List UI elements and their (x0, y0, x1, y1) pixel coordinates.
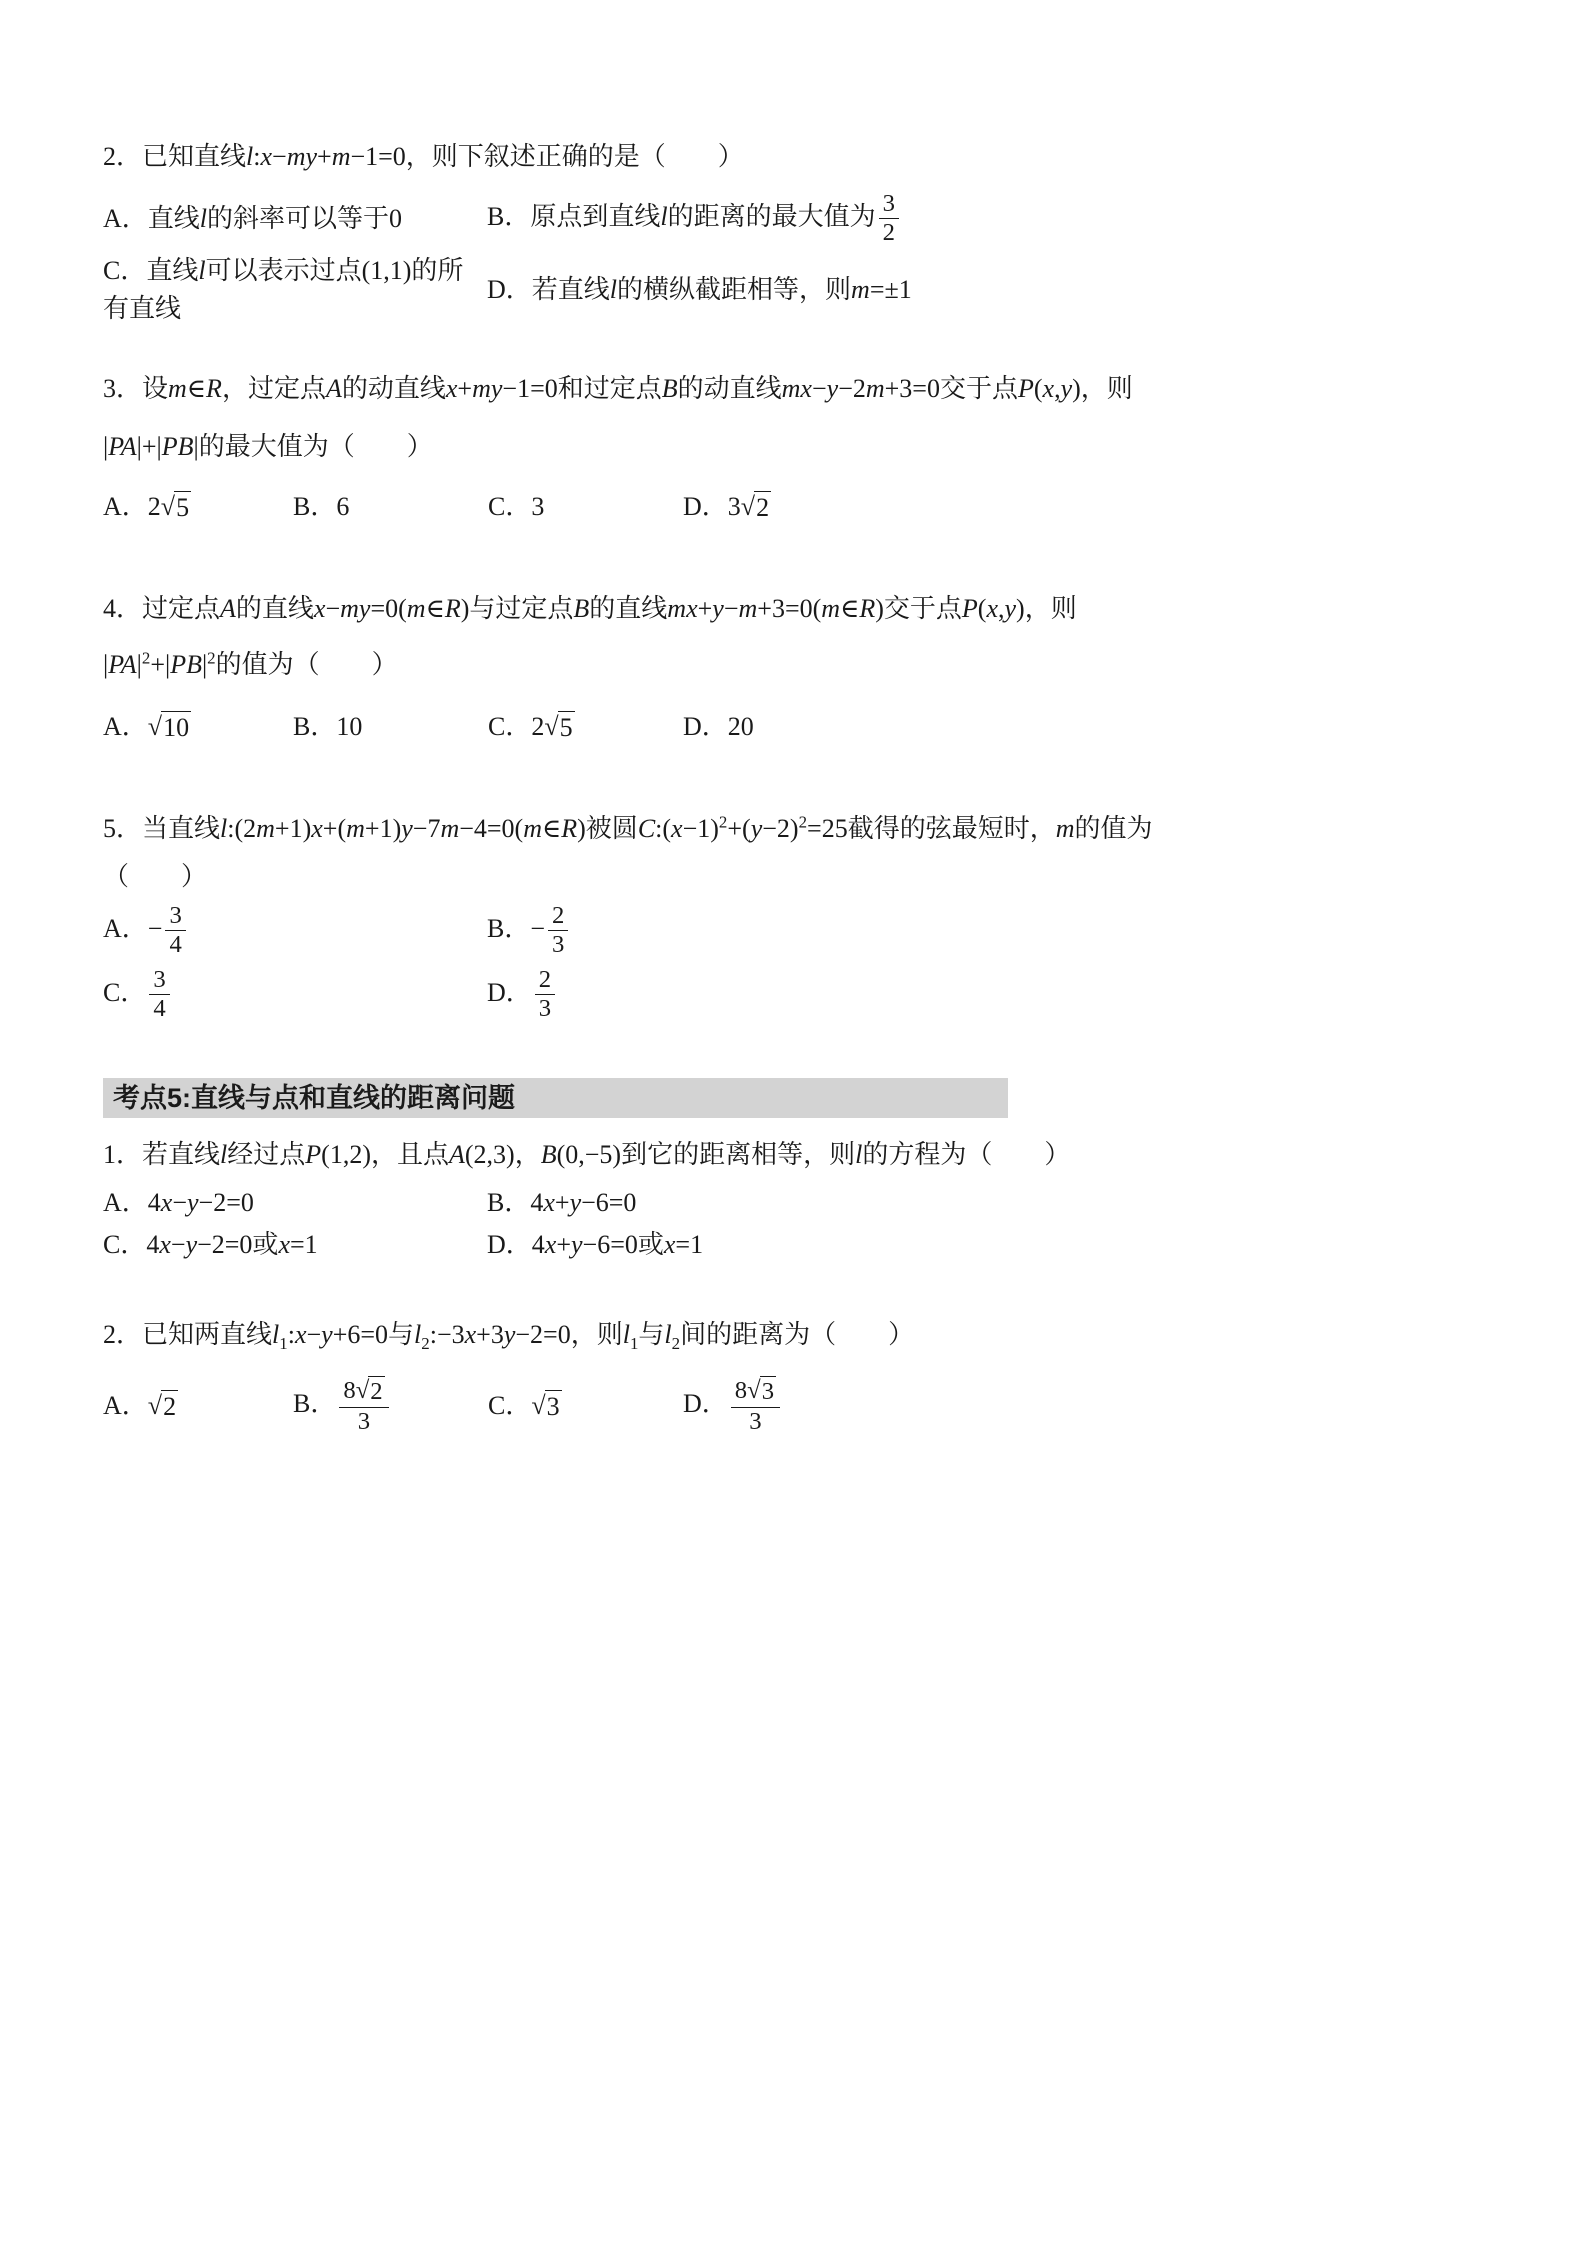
section5-question-1-options-row-2 (103, 1226, 1467, 1264)
question-2-stem: 2．已知直线l:x−my+m−1=0，则下叙述正确的是（ ） (103, 142, 744, 171)
question-4-stem-line-1: 4．过定点A的直线x−my=0(m∈R)与过定点B的直线mx+y−m+3=0(m∈R)交于点P(x,y)，则 (103, 593, 1077, 623)
question-2-option-c: C．直线l可以表示过点(1,1)的所有直线 (103, 255, 464, 323)
question-5-stem-line-1: 5．当直线l:(2m+1)x+(m+1)y−7m−4=0(m∈R)被圆$C:(x-1)^2+(y-2)^2=25$截得的弦最短时，m的值为 (103, 812, 1153, 843)
question-3-stem-line-2: |PA|+|PB|的最大值为（ ） (103, 431, 433, 461)
section5-question-1-option-a: A．4x−y−2=0 (103, 1188, 254, 1218)
question-5-option-b: B．− $\frac{2}{3}$ (487, 902, 1467, 960)
section5-question-1-option-b: B．4x+y−6=0 (487, 1188, 637, 1218)
question-4-block (103, 590, 1467, 746)
question-4-option-b: B．10 (293, 711, 363, 741)
question-4-option-c: C．2 √ 5 (488, 711, 573, 742)
question-2-options-row-1 (103, 190, 1467, 248)
question-2-option-d: D．若直线l的横纵截距相等，则m=±1 (487, 274, 912, 304)
section5-question-1-block (103, 1136, 1467, 1264)
question-2-option-b: B．原点到直线l的距离的最大值为 $\frac{3}{2}$ (487, 190, 1467, 248)
section5-question-2-option-a: A． √ 2 (103, 1391, 177, 1422)
question-4-option-a: A． √ 10 (103, 711, 190, 742)
section5-question-2-option-d: D． 8 √ 3 3 (683, 1376, 1467, 1436)
question-2-options-row-2 (103, 252, 1467, 328)
question-3-block (103, 370, 1467, 526)
section5-question-1-option-c: C．4x−y−2=0或x=1 (103, 1230, 318, 1260)
section5-question-2-block (103, 1316, 1467, 1436)
question-3-options-row (103, 488, 1467, 526)
question-4-stem-line-2: $|PA|^2+|PB|^2$的值为（ ） (103, 648, 398, 679)
section5-question-2-option-c: C． √ 3 (488, 1391, 560, 1422)
question-5-options-row-1 (103, 902, 1467, 960)
section5-question-2-options-row (103, 1376, 1467, 1436)
question-5-option-c: C． $\frac{3}{4}$ (103, 966, 487, 1024)
question-3-option-d: D．3 √ 2 (683, 491, 770, 522)
question-2-block (103, 138, 1467, 328)
question-2-option-a: A．直线l的斜率可以等于0 (103, 203, 403, 233)
question-5-option-d: D． $\frac{2}{3}$ (487, 966, 1467, 1024)
question-4-options-row (103, 708, 1467, 746)
question-3-stem-line-1: 3．设m∈R，过定点A的动直线x+my−1=0和过定点B的动直线mx−y−2m+3=0交于点P(x,y)，则 (103, 373, 1133, 403)
question-4-option-d: D．20 (683, 711, 754, 741)
question-3-option-b: B．6 (293, 491, 350, 521)
section5-question-1-options-row-1 (103, 1184, 1467, 1222)
section-5-header: 考点5:直线与点和直线的距离问题 (103, 1078, 1008, 1118)
question-5-stem-line-2: （ ） (103, 861, 208, 891)
section5-question-1-stem: 1．若直线l经过点P(1,2)，且点A(2,3)，B(0,−5)到它的距离相等，则l的方程为（ ） (103, 1140, 1071, 1170)
section5-question-1-option-d: D．4x+y−6=0或x=1 (487, 1230, 704, 1260)
section5-question-2-stem: 2．已知两直线$l_1:x-y+6=0$与$l_2:-3x+3y-2=0$，则$l_1$与$l_2$间的距离为（ ） (103, 1320, 915, 1354)
question-5-block (103, 810, 1467, 1024)
question-3-option-c: C．3 (488, 491, 545, 521)
question-5-options-row-2 (103, 966, 1467, 1024)
section5-question-2-option-b: B． 8 √ 2 3 (293, 1376, 488, 1436)
question-5-option-a: A．− $\frac{3}{4}$ (103, 902, 487, 960)
question-3-option-a: A．2 √ 5 (103, 491, 190, 522)
